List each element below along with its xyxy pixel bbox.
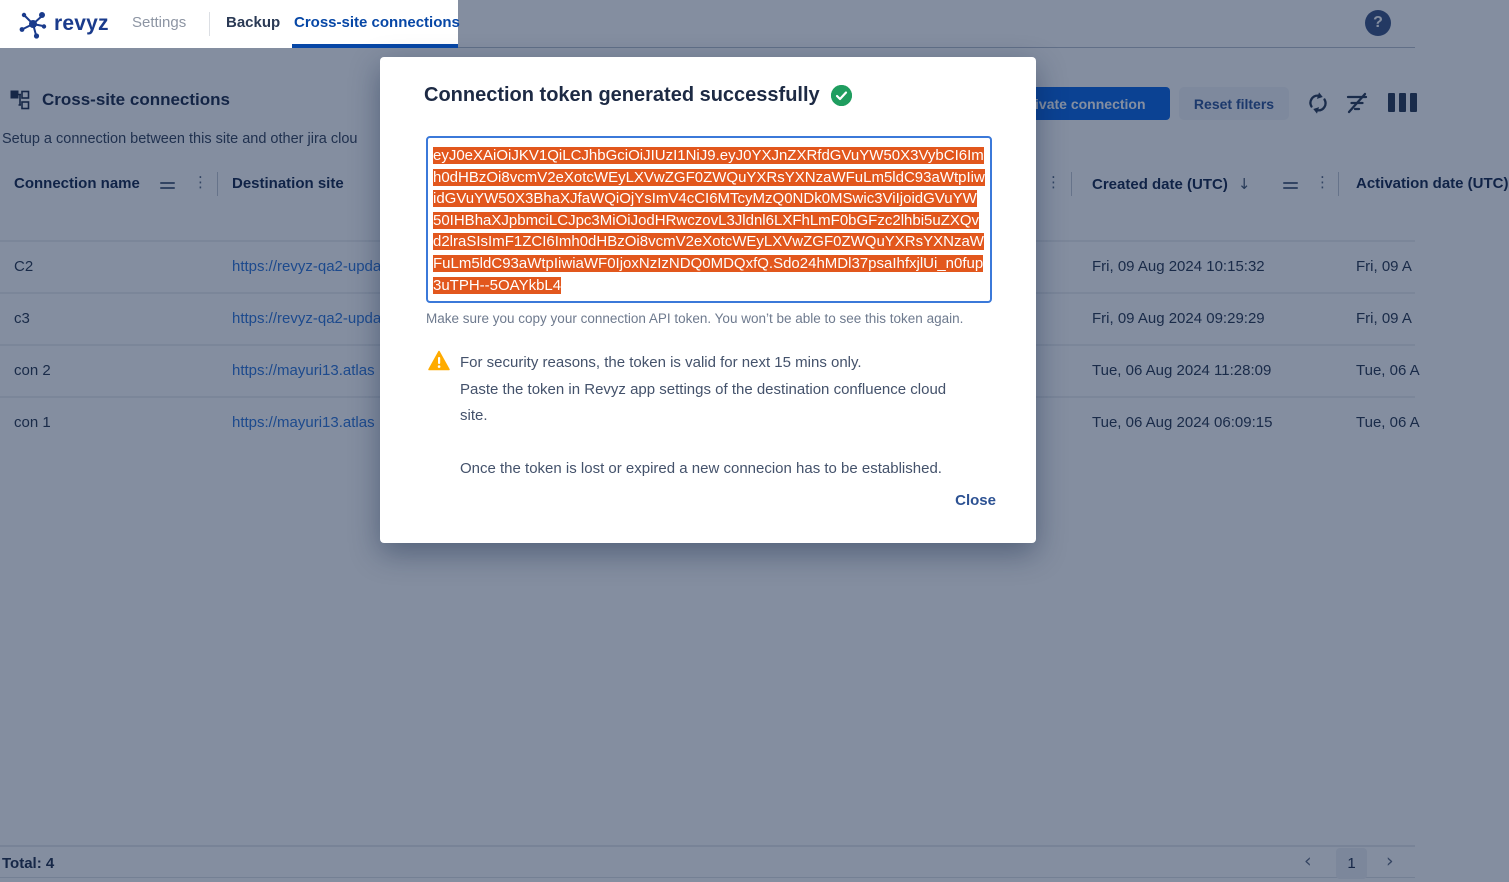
nav-item-cross-site-connections[interactable]: Cross-site connections <box>294 14 460 31</box>
success-check-icon <box>831 85 852 106</box>
nav-divider <box>209 12 210 36</box>
brand-name: revyz <box>54 12 109 35</box>
copy-token-note: Make sure you copy your connection API token. You won’t be able to see this token again. <box>426 311 964 326</box>
revyz-logo-icon <box>18 9 48 39</box>
warning-triangle-icon <box>428 350 450 372</box>
nav-item-settings[interactable]: Settings <box>132 14 187 31</box>
brand[interactable] <box>18 9 109 39</box>
warning-line-2: Paste the token in Revyz app settings of the destination confluence cloud site. <box>460 380 947 424</box>
nav-item-backup[interactable]: Backup <box>226 14 281 31</box>
close-button[interactable]: Close <box>955 492 996 509</box>
warning-line-1: For security reasons, the token is valid for next 15 mins only. <box>460 354 862 371</box>
warning-line-3: Once the token is lost or expired a new connecion has to be established. <box>460 459 942 477</box>
nav-menu-cluster <box>0 0 458 48</box>
warning-block <box>428 350 972 482</box>
modal-title: Connection token generated successfully <box>424 84 820 106</box>
token-modal <box>380 57 1036 543</box>
token-textarea[interactable] <box>426 136 992 303</box>
token-text-selected: eyJ0eXAiOiJKV1QiLCJhbGciOiJIUzI1NiJ9.eyJ0YXJnZXRfdGVuYW50X3VybCI6Imh0dHBzOi8vcmV2eXotcWEyLXVwZGF0ZWQuYXRsYXNzaWFuLm5ldC93aWtpIiwidGVuYW50X3BhaXJfaWQiOjYsImV4cCI6MTcyMzQ0NDk0MSwic3ViIjoidGVuYW50IHBhaXJpbmciLCJpc3MiOiJodHRwczovL3Jldnl6LXFhLmF0bGFzc2lhbi5uZXQvd2lraSIsImF1ZCI6Imh0dHBzOi8vcmV2eXotcWEyLXVwZGF0ZWQuYXRsYXNzaWFuLm5ldC93aWtpIiwiaWF0IjoxNzIzNDQ0MDQxfQ.Sdo24hMDl37psaIhfxjlUi_n0fup3uTPH--5OAYkbL4 <box>433 147 985 294</box>
active-tab-underline <box>292 44 458 48</box>
